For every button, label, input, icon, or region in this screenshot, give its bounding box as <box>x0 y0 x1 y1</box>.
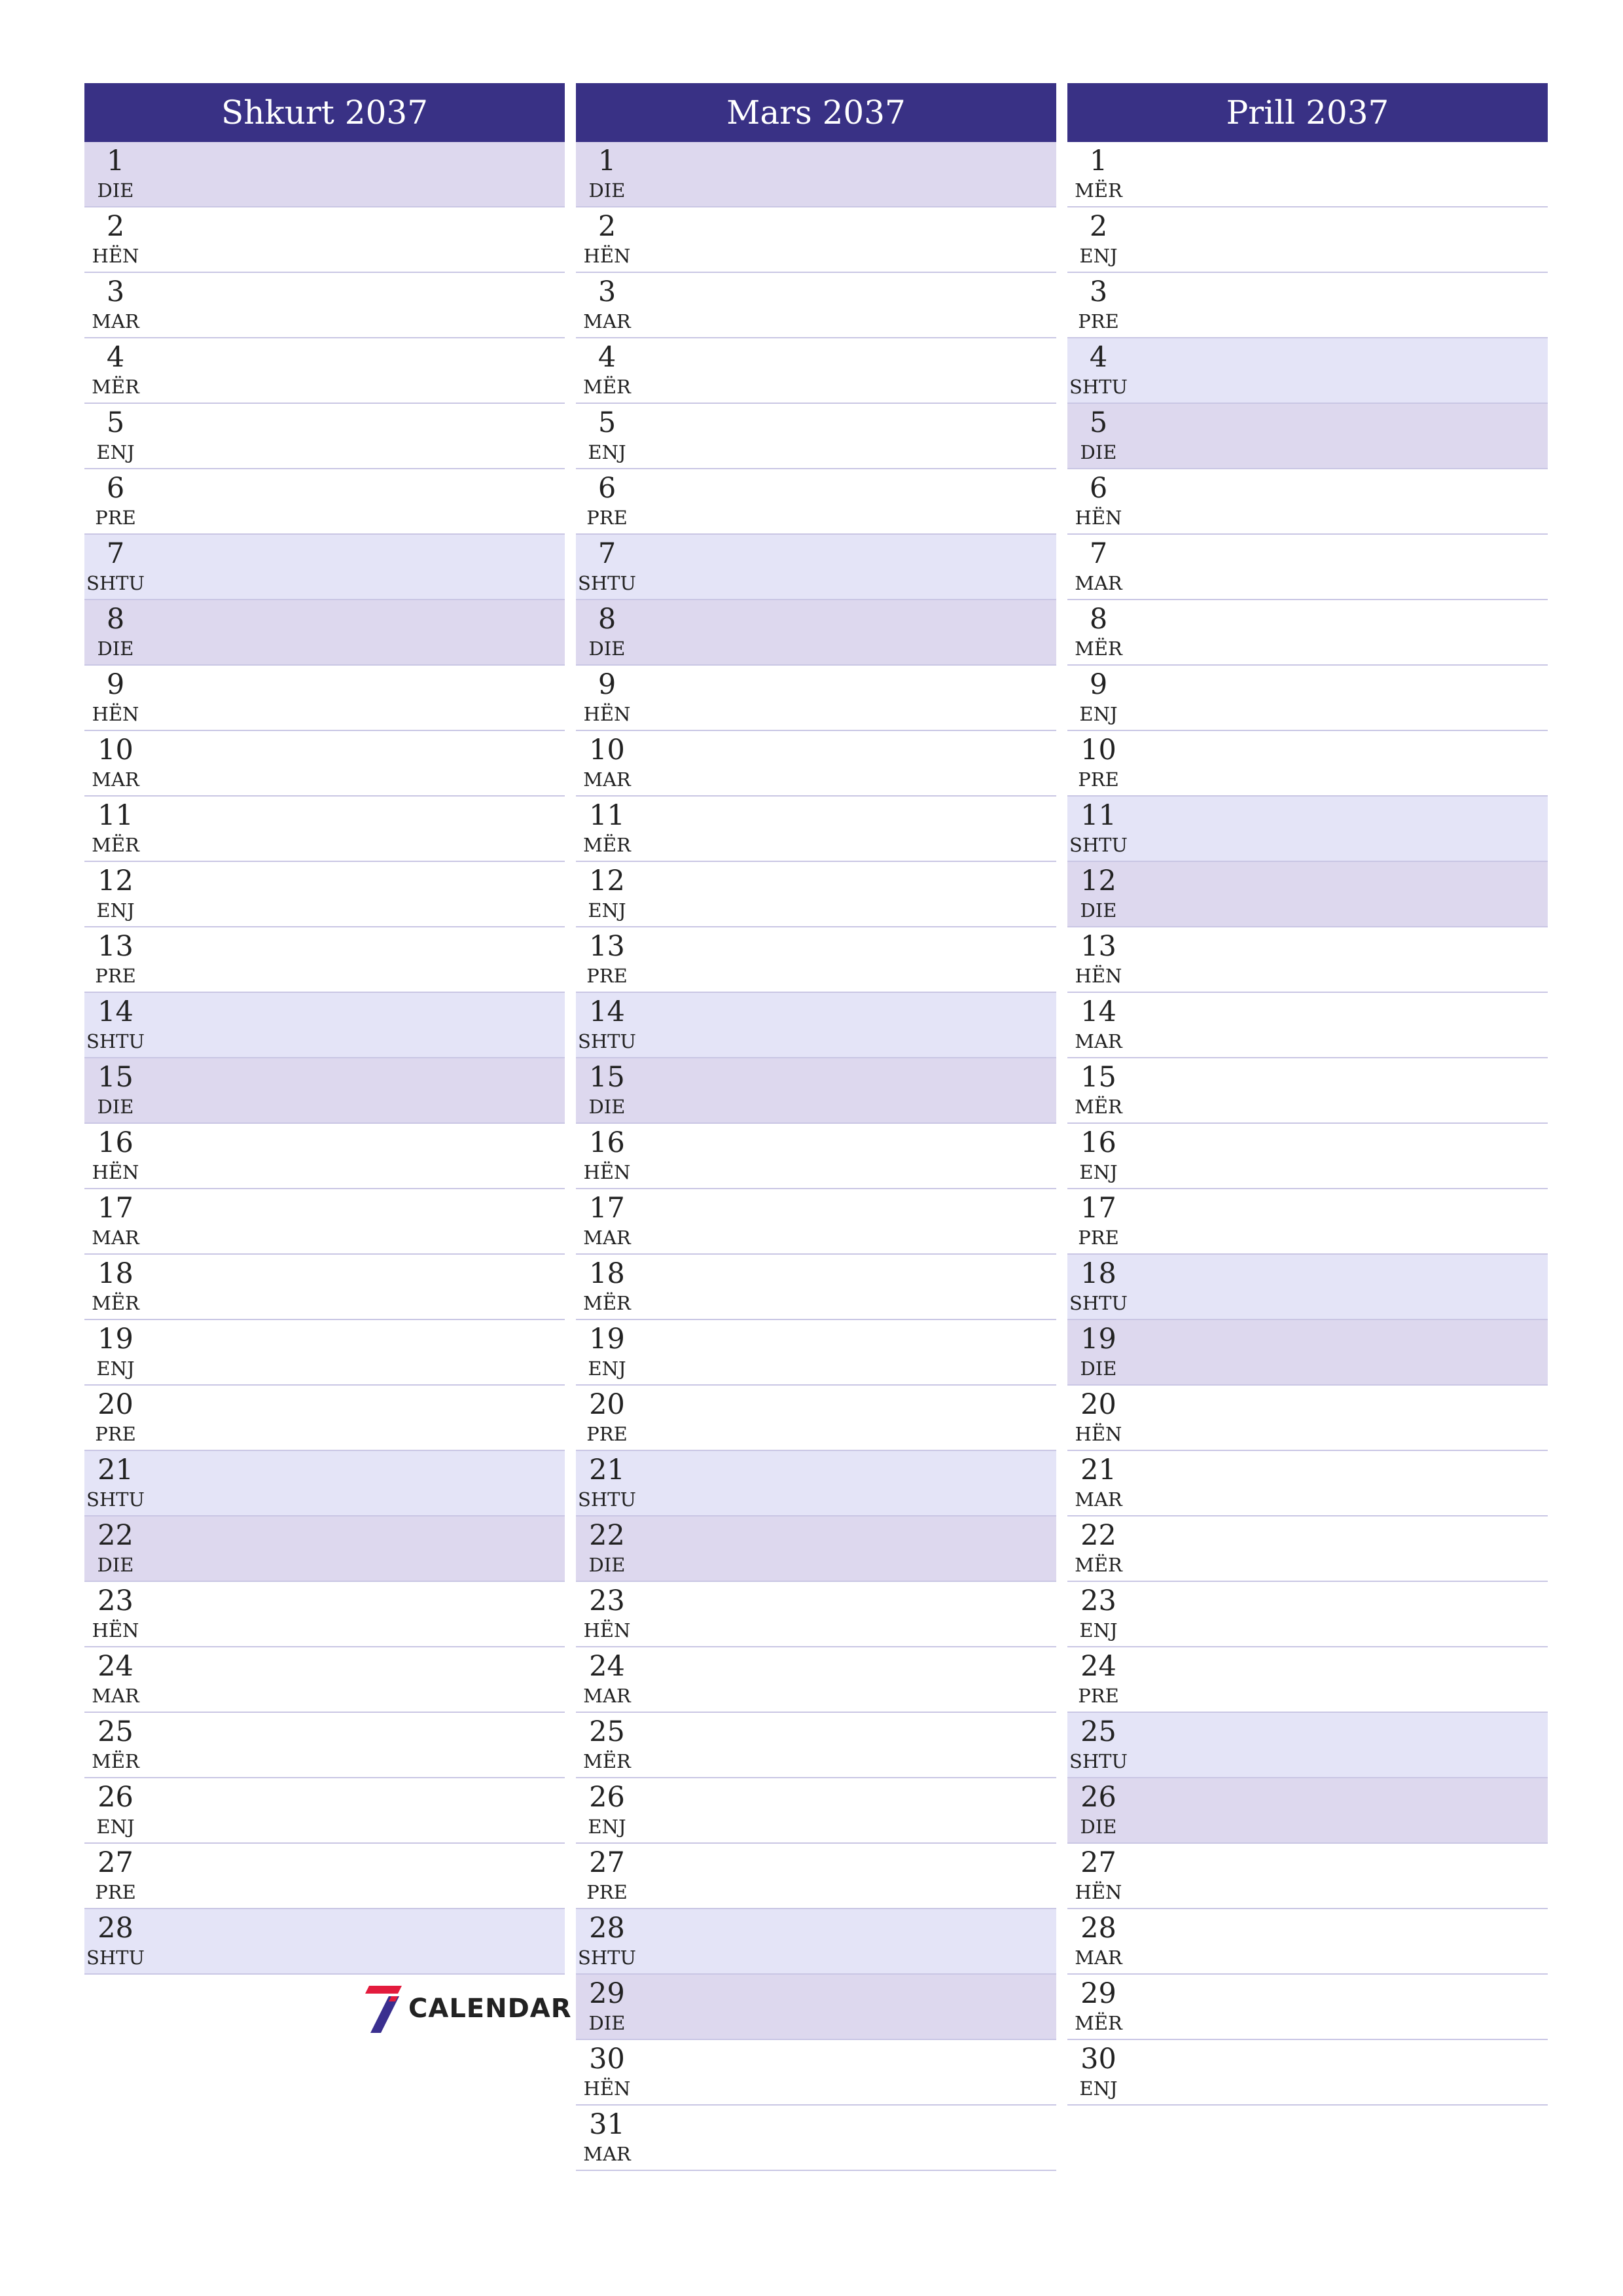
day-row <box>576 1124 1056 1189</box>
day-row <box>576 1255 1056 1320</box>
weekday-label: MËR <box>583 376 631 398</box>
day-number: 24 <box>98 1650 134 1683</box>
weekday-label: SHTU <box>1069 1292 1128 1314</box>
weekday-label: HËN <box>92 1619 139 1641</box>
day-number: 18 <box>589 1257 625 1290</box>
day-row <box>576 862 1056 927</box>
day-number: 8 <box>1089 603 1108 636</box>
brand-logo <box>365 1983 572 2034</box>
weekday-label: PRE <box>1078 310 1119 332</box>
day-row <box>576 207 1056 273</box>
day-number: 6 <box>1089 472 1108 505</box>
day-number: 21 <box>589 1454 625 1486</box>
day-number: 17 <box>98 1192 134 1225</box>
weekday-label: PRE <box>1078 1685 1119 1707</box>
day-row <box>576 2040 1056 2106</box>
day-row <box>576 1582 1056 1647</box>
weekday-label: ENJ <box>588 1816 626 1838</box>
weekday-label: DIE <box>588 637 626 660</box>
weekday-label: HËN <box>1075 965 1122 987</box>
day-number: 5 <box>1089 406 1108 439</box>
month-column-april <box>1067 83 1548 2106</box>
day-number: 27 <box>1080 1846 1116 1879</box>
weekday-label: DIE <box>97 179 134 202</box>
day-number: 26 <box>589 1781 625 1814</box>
day-number: 15 <box>1080 1061 1116 1094</box>
day-number: 3 <box>106 276 125 308</box>
weekday-label: MAR <box>583 1685 631 1707</box>
day-row <box>1067 338 1548 404</box>
weekday-label: MAR <box>92 1227 139 1249</box>
weekday-label: ENJ <box>588 441 626 463</box>
day-number: 11 <box>98 799 134 832</box>
weekday-label: MËR <box>583 1292 631 1314</box>
weekday-label: HËN <box>1075 1423 1122 1445</box>
weekday-label: MËR <box>1075 1554 1122 1576</box>
month-title: Shkurt 2037 <box>84 83 565 142</box>
day-row <box>576 338 1056 404</box>
weekday-label: MAR <box>92 768 139 791</box>
weekday-label: SHTU <box>86 1488 145 1511</box>
day-row <box>576 1909 1056 1975</box>
day-number: 29 <box>589 1977 625 2010</box>
day-row <box>84 273 565 338</box>
weekday-label: SHTU <box>578 1946 636 1969</box>
day-number: 14 <box>1080 996 1116 1028</box>
day-row <box>84 1647 565 1713</box>
month-column-february <box>84 83 565 1975</box>
day-number: 4 <box>1089 341 1108 374</box>
weekday-label: MAR <box>1075 572 1122 594</box>
day-number: 22 <box>98 1519 134 1552</box>
day-row <box>1067 1189 1548 1255</box>
weekday-label: SHTU <box>578 1488 636 1511</box>
day-row <box>576 731 1056 797</box>
day-row <box>1067 1058 1548 1124</box>
day-number: 11 <box>1080 799 1116 832</box>
day-row <box>1067 1844 1548 1909</box>
weekday-label: SHTU <box>578 572 636 594</box>
day-number: 5 <box>597 406 616 439</box>
day-row <box>576 1451 1056 1516</box>
day-row <box>84 469 565 535</box>
day-row <box>576 927 1056 993</box>
day-number: 16 <box>589 1126 625 1159</box>
weekday-label: SHTU <box>1069 834 1128 856</box>
day-number: 1 <box>597 145 616 177</box>
weekday-label: HËN <box>583 2077 631 2100</box>
weekday-label: DIE <box>588 179 626 202</box>
day-number: 30 <box>1080 2043 1116 2075</box>
day-row <box>84 1778 565 1844</box>
day-number: 15 <box>589 1061 625 1094</box>
weekday-label: DIE <box>1080 441 1117 463</box>
day-row <box>576 1320 1056 1386</box>
day-row <box>1067 1516 1548 1582</box>
weekday-label: ENJ <box>96 1357 135 1380</box>
weekday-label: MËR <box>92 1750 139 1772</box>
weekday-label: HËN <box>583 245 631 267</box>
day-number: 2 <box>597 210 616 243</box>
day-number: 12 <box>98 865 134 897</box>
day-row <box>84 1451 565 1516</box>
day-number: 27 <box>98 1846 134 1879</box>
day-number: 7 <box>1089 537 1108 570</box>
day-number: 13 <box>98 930 134 963</box>
weekday-label: HËN <box>1075 1881 1122 1903</box>
day-number: 4 <box>106 341 125 374</box>
day-row <box>84 142 565 207</box>
day-number: 9 <box>597 668 616 701</box>
day-number: 29 <box>1080 1977 1116 2010</box>
day-number: 13 <box>589 930 625 963</box>
day-number: 23 <box>98 1585 134 1617</box>
day-number: 15 <box>98 1061 134 1094</box>
seven-logo-icon <box>365 1983 403 2034</box>
day-row <box>84 207 565 273</box>
day-row <box>1067 1713 1548 1778</box>
day-number: 5 <box>106 406 125 439</box>
weekday-label: MAR <box>583 1227 631 1249</box>
day-number: 31 <box>589 2108 625 2141</box>
day-number: 12 <box>1080 865 1116 897</box>
day-number: 25 <box>1080 1715 1116 1748</box>
day-row <box>576 993 1056 1058</box>
day-row <box>84 993 565 1058</box>
day-row <box>1067 207 1548 273</box>
day-number: 30 <box>589 2043 625 2075</box>
day-number: 4 <box>597 341 616 374</box>
weekday-label: ENJ <box>96 899 135 922</box>
day-row <box>1067 1778 1548 1844</box>
day-row <box>1067 142 1548 207</box>
day-row <box>1067 404 1548 469</box>
day-number: 7 <box>597 537 616 570</box>
weekday-label: SHTU <box>1069 1750 1128 1772</box>
day-number: 7 <box>106 537 125 570</box>
day-row <box>1067 1320 1548 1386</box>
day-row <box>84 535 565 600</box>
day-row <box>84 797 565 862</box>
day-row <box>84 1909 565 1975</box>
weekday-label: MAR <box>583 310 631 332</box>
weekday-label: ENJ <box>1079 1619 1118 1641</box>
day-row <box>1067 797 1548 862</box>
day-number: 22 <box>1080 1519 1116 1552</box>
weekday-label: SHTU <box>1069 376 1128 398</box>
day-number: 25 <box>589 1715 625 1748</box>
day-row <box>84 666 565 731</box>
weekday-label: SHTU <box>578 1030 636 1052</box>
weekday-label: PRE <box>586 965 628 987</box>
day-row <box>84 927 565 993</box>
day-number: 20 <box>1080 1388 1116 1421</box>
weekday-label: MAR <box>92 1685 139 1707</box>
day-row <box>1067 731 1548 797</box>
day-row <box>576 1975 1056 2040</box>
day-number: 24 <box>1080 1650 1116 1683</box>
weekday-label: SHTU <box>86 572 145 594</box>
weekday-label: ENJ <box>96 441 135 463</box>
day-number: 18 <box>98 1257 134 1290</box>
weekday-label: SHTU <box>86 1030 145 1052</box>
day-number: 27 <box>589 1846 625 1879</box>
day-row <box>576 797 1056 862</box>
weekday-label: ENJ <box>1079 703 1118 725</box>
month-title: Mars 2037 <box>576 83 1056 142</box>
day-number: 20 <box>98 1388 134 1421</box>
day-number: 8 <box>106 603 125 636</box>
day-row <box>1067 1909 1548 1975</box>
weekday-label: MËR <box>92 1292 139 1314</box>
day-row <box>84 1386 565 1451</box>
weekday-label: DIE <box>1080 899 1117 922</box>
weekday-label: PRE <box>586 507 628 529</box>
day-number: 2 <box>1089 210 1108 243</box>
day-number: 21 <box>1080 1454 1116 1486</box>
day-number: 3 <box>597 276 616 308</box>
day-row <box>1067 535 1548 600</box>
day-row <box>84 1189 565 1255</box>
day-number: 28 <box>98 1912 134 1945</box>
day-number: 3 <box>1089 276 1108 308</box>
day-number: 25 <box>98 1715 134 1748</box>
weekday-label: PRE <box>586 1423 628 1445</box>
day-number: 20 <box>589 1388 625 1421</box>
day-row <box>84 1058 565 1124</box>
weekday-label: DIE <box>1080 1816 1117 1838</box>
weekday-label: DIE <box>588 1096 626 1118</box>
day-list <box>1067 142 1548 2106</box>
day-number: 12 <box>589 865 625 897</box>
day-number: 11 <box>589 799 625 832</box>
weekday-label: DIE <box>97 637 134 660</box>
day-number: 13 <box>1080 930 1116 963</box>
day-number: 17 <box>589 1192 625 1225</box>
day-row <box>1067 469 1548 535</box>
day-row <box>576 1844 1056 1909</box>
day-number: 18 <box>1080 1257 1116 1290</box>
day-row <box>1067 273 1548 338</box>
day-number: 16 <box>1080 1126 1116 1159</box>
day-row <box>576 1778 1056 1844</box>
weekday-label: HËN <box>583 1619 631 1641</box>
weekday-label: ENJ <box>1079 2077 1118 2100</box>
day-number: 6 <box>597 472 616 505</box>
day-row <box>576 469 1056 535</box>
day-row <box>1067 1386 1548 1451</box>
weekday-label: ENJ <box>1079 1161 1118 1183</box>
day-number: 22 <box>589 1519 625 1552</box>
day-number: 19 <box>589 1323 625 1355</box>
weekday-label: MAR <box>583 2143 631 2165</box>
weekday-label: PRE <box>586 1881 628 1903</box>
weekday-label: MAR <box>1075 1946 1122 1969</box>
weekday-label: DIE <box>588 1554 626 1576</box>
day-row <box>84 1255 565 1320</box>
day-number: 9 <box>106 668 125 701</box>
day-row <box>1067 1255 1548 1320</box>
weekday-label: HËN <box>1075 507 1122 529</box>
day-row <box>576 1058 1056 1124</box>
day-number: 19 <box>98 1323 134 1355</box>
day-row <box>84 731 565 797</box>
weekday-label: ENJ <box>588 899 626 922</box>
day-row <box>576 2106 1056 2171</box>
day-row <box>84 862 565 927</box>
weekday-label: DIE <box>1080 1357 1117 1380</box>
day-number: 17 <box>1080 1192 1116 1225</box>
day-number: 1 <box>106 145 125 177</box>
day-number: 1 <box>1089 145 1108 177</box>
weekday-label: MËR <box>583 834 631 856</box>
day-row <box>84 338 565 404</box>
logo-text: CALENDAR <box>408 1994 572 2024</box>
day-number: 8 <box>597 603 616 636</box>
weekday-label: MAR <box>1075 1488 1122 1511</box>
day-number: 2 <box>106 210 125 243</box>
day-number: 10 <box>589 734 625 766</box>
day-number: 14 <box>98 996 134 1028</box>
weekday-label: MËR <box>1075 2012 1122 2034</box>
day-row <box>1067 862 1548 927</box>
weekday-label: MËR <box>583 1750 631 1772</box>
weekday-label: PRE <box>95 1881 136 1903</box>
day-row <box>84 1320 565 1386</box>
day-row <box>576 1516 1056 1582</box>
weekday-label: DIE <box>97 1096 134 1118</box>
month-title: Prill 2037 <box>1067 83 1548 142</box>
day-row <box>84 1516 565 1582</box>
day-number: 10 <box>98 734 134 766</box>
weekday-label: MËR <box>92 834 139 856</box>
day-row <box>576 600 1056 666</box>
weekday-label: HËN <box>583 1161 631 1183</box>
day-row <box>576 273 1056 338</box>
weekday-label: MAR <box>583 768 631 791</box>
day-row <box>576 142 1056 207</box>
day-number: 23 <box>1080 1585 1116 1617</box>
day-row <box>576 666 1056 731</box>
weekday-label: MËR <box>1075 179 1122 202</box>
day-number: 28 <box>1080 1912 1116 1945</box>
day-row <box>84 1713 565 1778</box>
day-row <box>576 1386 1056 1451</box>
weekday-label: HËN <box>583 703 631 725</box>
weekday-label: MAR <box>1075 1030 1122 1052</box>
weekday-label: DIE <box>97 1554 134 1576</box>
day-number: 9 <box>1089 668 1108 701</box>
weekday-label: PRE <box>95 507 136 529</box>
day-number: 10 <box>1080 734 1116 766</box>
day-number: 16 <box>98 1126 134 1159</box>
day-number: 24 <box>589 1650 625 1683</box>
day-row <box>576 535 1056 600</box>
day-row <box>1067 1582 1548 1647</box>
weekday-label: ENJ <box>96 1816 135 1838</box>
day-number: 23 <box>589 1585 625 1617</box>
day-row <box>1067 2040 1548 2106</box>
day-number: 6 <box>106 472 125 505</box>
day-row <box>84 1124 565 1189</box>
day-row <box>1067 1124 1548 1189</box>
weekday-label: PRE <box>1078 768 1119 791</box>
weekday-label: DIE <box>588 2012 626 2034</box>
weekday-label: HËN <box>92 703 139 725</box>
day-list <box>576 142 1056 2171</box>
month-column-march <box>576 83 1056 2171</box>
weekday-label: PRE <box>1078 1227 1119 1249</box>
day-row <box>1067 1451 1548 1516</box>
day-row <box>576 1713 1056 1778</box>
weekday-label: HËN <box>92 1161 139 1183</box>
day-number: 26 <box>98 1781 134 1814</box>
weekday-label: PRE <box>95 965 136 987</box>
day-number: 28 <box>589 1912 625 1945</box>
day-row <box>84 1582 565 1647</box>
day-row <box>576 1647 1056 1713</box>
day-row <box>84 600 565 666</box>
day-row <box>84 1844 565 1909</box>
weekday-label: ENJ <box>588 1357 626 1380</box>
weekday-label: PRE <box>95 1423 136 1445</box>
day-row <box>1067 666 1548 731</box>
day-row <box>84 404 565 469</box>
day-row <box>576 1189 1056 1255</box>
weekday-label: ENJ <box>1079 245 1118 267</box>
weekday-label: SHTU <box>86 1946 145 1969</box>
day-row <box>1067 993 1548 1058</box>
day-number: 14 <box>589 996 625 1028</box>
day-row <box>1067 600 1548 666</box>
day-row <box>576 404 1056 469</box>
weekday-label: MËR <box>92 376 139 398</box>
day-list <box>84 142 565 1975</box>
day-number: 21 <box>98 1454 134 1486</box>
weekday-label: HËN <box>92 245 139 267</box>
day-number: 19 <box>1080 1323 1116 1355</box>
day-number: 26 <box>1080 1781 1116 1814</box>
day-row <box>1067 1975 1548 2040</box>
day-row <box>1067 927 1548 993</box>
weekday-label: MAR <box>92 310 139 332</box>
weekday-label: MËR <box>1075 637 1122 660</box>
weekday-label: MËR <box>1075 1096 1122 1118</box>
day-row <box>1067 1647 1548 1713</box>
